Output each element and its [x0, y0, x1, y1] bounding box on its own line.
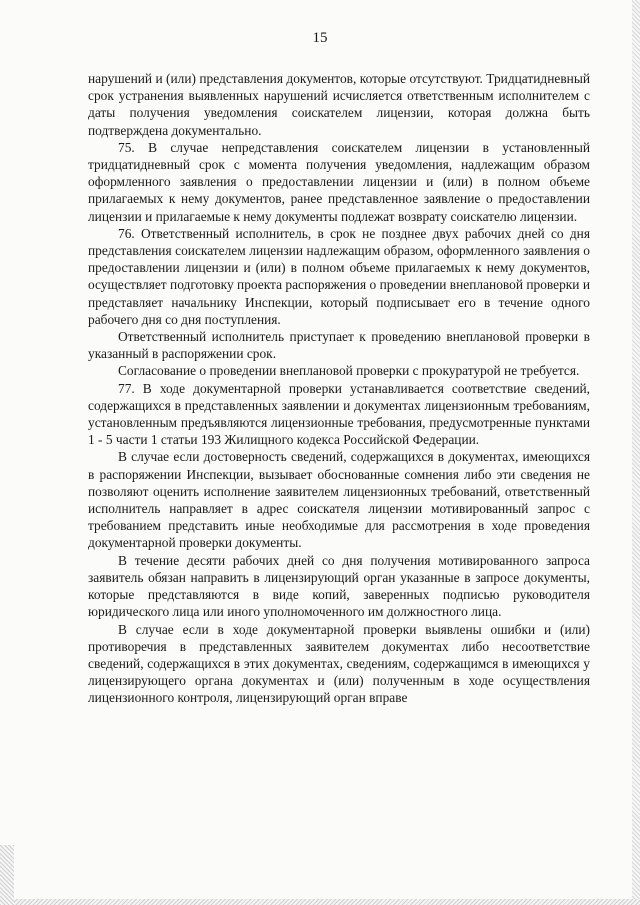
page-number: 15 [312, 30, 328, 46]
paragraph-6: 77. В ходе документарной проверки устанавливается соответствие сведений, содержащихся в представленных заявлении и документах лицензионным требованиям, установленным предъявляются лицензионные требования, предусмотренные пунктами 1 - 5 части 1 статьи 193 Жилищного кодекса Российской Федерации. [88, 380, 590, 448]
paragraph-5: Согласование о проведении внеплановой проверки с прокуратурой не требуется. [118, 363, 580, 379]
paragraph-4: Ответственный исполнитель приступает к проведению внеплановой проверки в указанный в распоряжении срок. [88, 329, 590, 362]
paragraph-9: В случае если в ходе документарной проверки выявлены ошибки и (или) противоречия в представленных заявителем документах либо несоответствие сведений, содержащихся в этих документах, сведениям, содержащимся в имеющихся у лицензирующего органа документах и (или) полученным в ходе осуществления лицензионного контроля, лицензирующий орган вправе [88, 621, 590, 706]
scan-edge-bottom [0, 899, 640, 905]
scan-edge-left [0, 845, 14, 905]
paragraph-8: В течение десяти рабочих дней со дня получения мотивированного запроса заявитель обязан направить в лицензирующий орган указанные в запросе документы, которые представляются в виде копий, заверенных подписью руководителя юридического лица или иного уполномоченного им должностного лица. [88, 552, 590, 620]
document-body [88, 70, 590, 707]
paragraph-7: В случае если достоверность сведений, содержащихся в документах, имеющихся в распоряжении Инспекции, вызывает обоснованные сомнения либо эти сведения не позволяют оценить исполнение заявителем лицензионных требований, ответственный исполнитель направляет в адрес соискателя лицензии мотивированный запрос с требованием представить иные необходимые для рассмотрения в ходе проведения документарной проверки документы. [88, 449, 590, 551]
paragraph-1: нарушений и (или) представления документов, которые отсутствуют. Тридцатидневный срок устранения выявленных нарушений исчисляется ответственным исполнителем с даты получения уведомления соискателем лицензии, которая должна быть подтверждена документально. [88, 71, 590, 138]
scan-edge-right [632, 0, 640, 905]
paragraph-2: 75. В случае непредставления соискателем лицензии в установленный тридцатидневный срок с момента получения уведомления, надлежащим образом оформленного заявления о предоставлении лицензии и (или) в полном объеме прилагаемых к нему документов, ранее представленное заявление о предоставлении лицензии и прилагаемые к нему документы подлежат возврату соискателю лицензии. [88, 139, 590, 224]
paragraph-3: 76. Ответственный исполнитель, в срок не позднее двух рабочих дней со дня представления соискателем лицензии надлежащим образом, оформленного заявления о предоставлении лицензии и (или) в полном объеме прилагаемых к нему документов, осуществляет подготовку проекта распоряжения о проведении внеплановой проверки и представляет начальнику Инспекции, который подписывает его в течение одного рабочего дня со дня поступления. [88, 225, 590, 327]
